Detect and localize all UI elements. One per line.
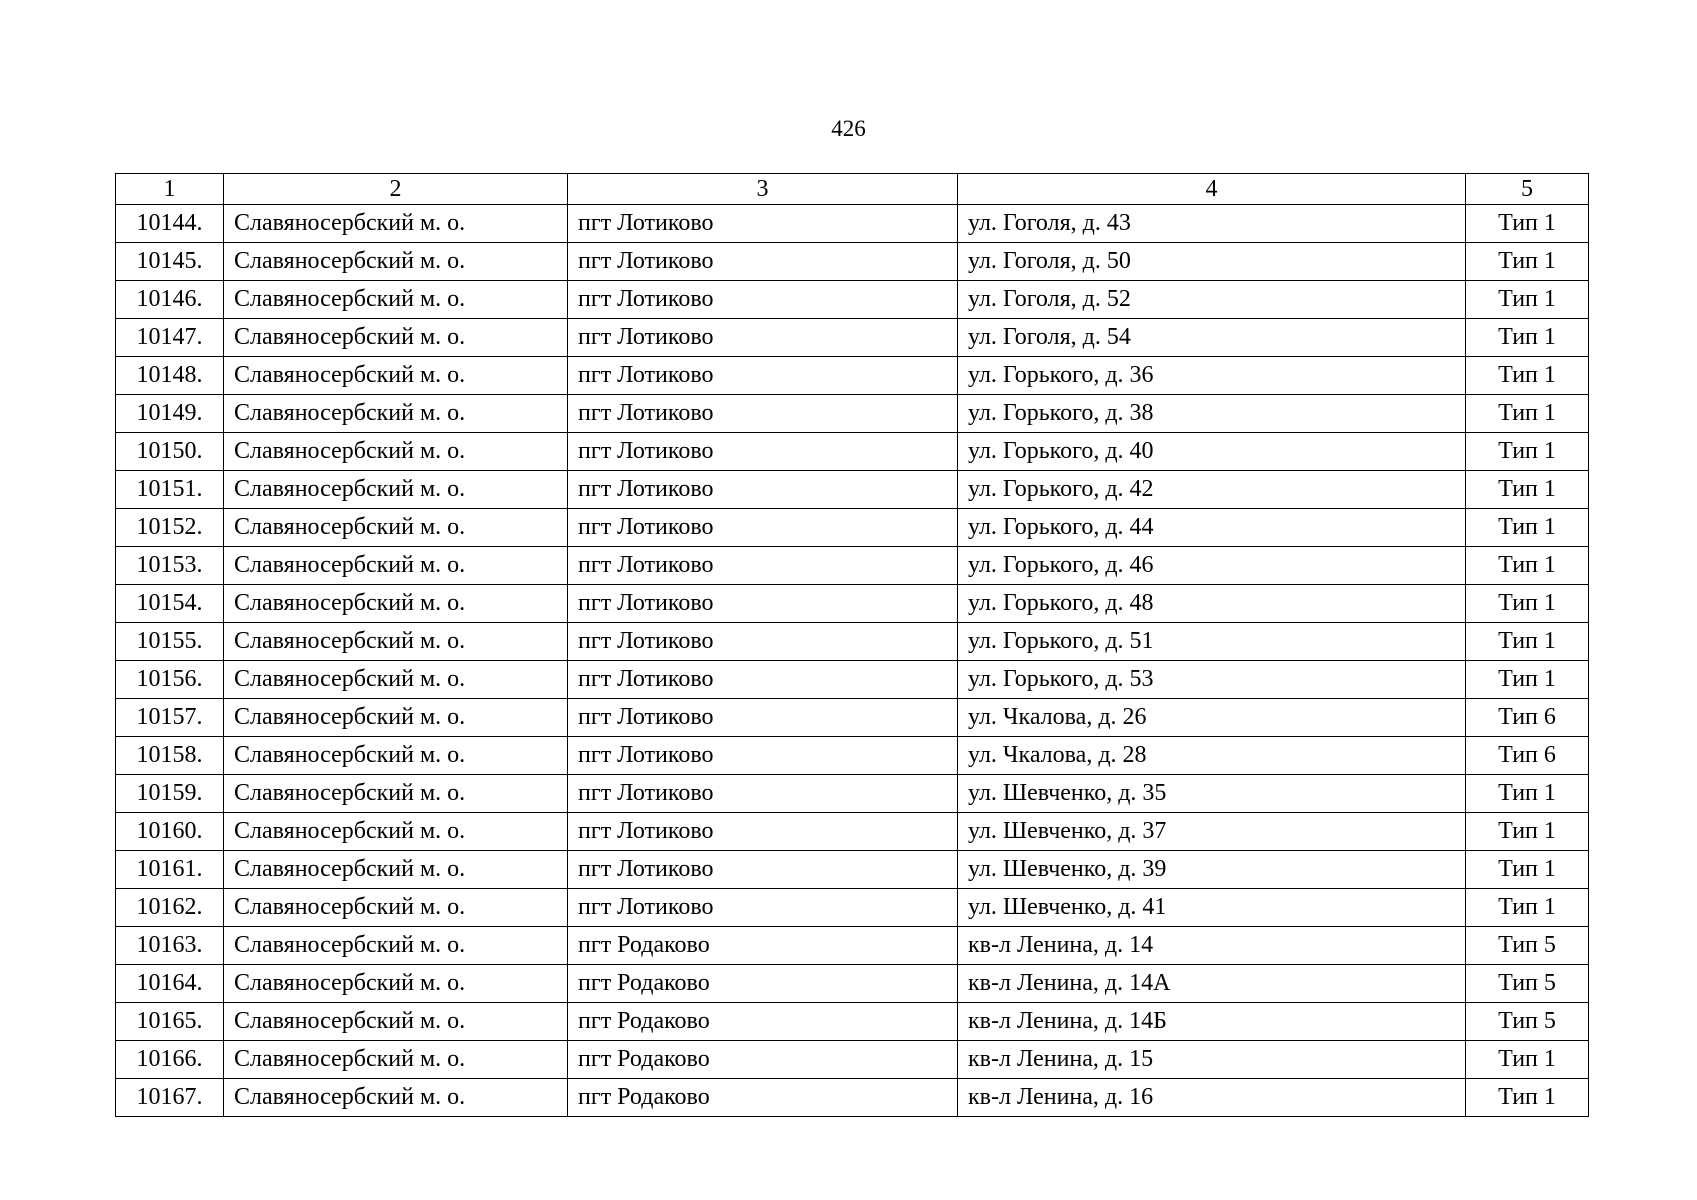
table-row [116,357,1589,395]
cell-municipal-district: Славяносербский м. о. [224,547,568,585]
cell-settlement: пгт Лотиково [568,851,958,889]
cell-type: Тип 1 [1466,851,1589,889]
cell-municipal-district: Славяносербский м. о. [224,471,568,509]
cell-address: ул. Шевченко, д. 35 [958,775,1466,813]
table-row [116,585,1589,623]
cell-type: Тип 1 [1466,1079,1589,1117]
cell-type: Тип 1 [1466,623,1589,661]
cell-type: Тип 5 [1466,927,1589,965]
table-row [116,623,1589,661]
cell-settlement: пгт Лотиково [568,205,958,243]
cell-row-number: 10145. [116,243,224,281]
cell-type: Тип 1 [1466,661,1589,699]
cell-type: Тип 1 [1466,547,1589,585]
cell-row-number: 10152. [116,509,224,547]
cell-address: ул. Гоголя, д. 43 [958,205,1466,243]
cell-municipal-district: Славяносербский м. о. [224,927,568,965]
cell-settlement: пгт Лотиково [568,889,958,927]
cell-address: кв-л Ленина, д. 14А [958,965,1466,1003]
cell-municipal-district: Славяносербский м. о. [224,281,568,319]
cell-municipal-district: Славяносербский м. о. [224,319,568,357]
table-row [116,813,1589,851]
cell-type: Тип 1 [1466,243,1589,281]
column-header-4: 4 [958,174,1466,205]
cell-type: Тип 6 [1466,737,1589,775]
cell-address: ул. Шевченко, д. 39 [958,851,1466,889]
table-row [116,889,1589,927]
cell-type: Тип 5 [1466,1003,1589,1041]
cell-settlement: пгт Лотиково [568,813,958,851]
cell-type: Тип 1 [1466,205,1589,243]
cell-type: Тип 1 [1466,1041,1589,1079]
cell-settlement: пгт Лотиково [568,319,958,357]
cell-municipal-district: Славяносербский м. о. [224,243,568,281]
cell-address: ул. Шевченко, д. 41 [958,889,1466,927]
cell-municipal-district: Славяносербский м. о. [224,813,568,851]
cell-row-number: 10150. [116,433,224,471]
table-row [116,1003,1589,1041]
cell-address: ул. Горького, д. 40 [958,433,1466,471]
header-row [116,174,1589,205]
cell-row-number: 10163. [116,927,224,965]
cell-settlement: пгт Лотиково [568,509,958,547]
cell-settlement: пгт Лотиково [568,357,958,395]
cell-address: ул. Горького, д. 48 [958,585,1466,623]
cell-row-number: 10167. [116,1079,224,1117]
cell-address: кв-л Ленина, д. 14 [958,927,1466,965]
cell-row-number: 10162. [116,889,224,927]
cell-municipal-district: Славяносербский м. о. [224,889,568,927]
cell-address: ул. Горького, д. 38 [958,395,1466,433]
cell-municipal-district: Славяносербский м. о. [224,737,568,775]
cell-row-number: 10144. [116,205,224,243]
table-row [116,281,1589,319]
cell-municipal-district: Славяносербский м. о. [224,205,568,243]
cell-settlement: пгт Лотиково [568,243,958,281]
cell-municipal-district: Славяносербский м. о. [224,509,568,547]
cell-type: Тип 1 [1466,395,1589,433]
cell-type: Тип 1 [1466,319,1589,357]
cell-municipal-district: Славяносербский м. о. [224,775,568,813]
cell-settlement: пгт Родаково [568,965,958,1003]
column-header-2: 2 [224,174,568,205]
cell-type: Тип 1 [1466,509,1589,547]
cell-address: ул. Чкалова, д. 28 [958,737,1466,775]
cell-settlement: пгт Лотиково [568,737,958,775]
cell-municipal-district: Славяносербский м. о. [224,623,568,661]
cell-type: Тип 1 [1466,471,1589,509]
table-row [116,243,1589,281]
cell-municipal-district: Славяносербский м. о. [224,433,568,471]
table-row [116,661,1589,699]
cell-row-number: 10156. [116,661,224,699]
table-row [116,927,1589,965]
table-row [116,775,1589,813]
cell-address: ул. Шевченко, д. 37 [958,813,1466,851]
cell-row-number: 10159. [116,775,224,813]
cell-settlement: пгт Лотиково [568,623,958,661]
cell-address: кв-л Ленина, д. 15 [958,1041,1466,1079]
cell-settlement: пгт Лотиково [568,699,958,737]
cell-row-number: 10165. [116,1003,224,1041]
cell-municipal-district: Славяносербский м. о. [224,395,568,433]
cell-type: Тип 1 [1466,889,1589,927]
cell-type: Тип 1 [1466,281,1589,319]
cell-municipal-district: Славяносербский м. о. [224,357,568,395]
cell-row-number: 10166. [116,1041,224,1079]
cell-address: ул. Горького, д. 44 [958,509,1466,547]
cell-type: Тип 6 [1466,699,1589,737]
cell-type: Тип 1 [1466,585,1589,623]
cell-type: Тип 1 [1466,775,1589,813]
cell-settlement: пгт Лотиково [568,661,958,699]
cell-address: ул. Горького, д. 51 [958,623,1466,661]
cell-row-number: 10148. [116,357,224,395]
cell-row-number: 10160. [116,813,224,851]
table-row [116,699,1589,737]
table-row [116,1041,1589,1079]
cell-row-number: 10147. [116,319,224,357]
cell-row-number: 10146. [116,281,224,319]
cell-address: ул. Чкалова, д. 26 [958,699,1466,737]
cell-address: ул. Горького, д. 53 [958,661,1466,699]
table-body [116,205,1589,1117]
cell-row-number: 10155. [116,623,224,661]
table-row [116,737,1589,775]
table-row [116,547,1589,585]
table-row [116,471,1589,509]
cell-row-number: 10154. [116,585,224,623]
cell-type: Тип 1 [1466,813,1589,851]
cell-row-number: 10153. [116,547,224,585]
cell-type: Тип 1 [1466,433,1589,471]
cell-address: кв-л Ленина, д. 14Б [958,1003,1466,1041]
cell-row-number: 10157. [116,699,224,737]
cell-settlement: пгт Лотиково [568,585,958,623]
column-header-3: 3 [568,174,958,205]
table-row [116,395,1589,433]
cell-settlement: пгт Лотиково [568,547,958,585]
cell-row-number: 10164. [116,965,224,1003]
table-row [116,319,1589,357]
column-header-5: 5 [1466,174,1589,205]
cell-settlement: пгт Родаково [568,1041,958,1079]
cell-address: ул. Горького, д. 36 [958,357,1466,395]
table-row [116,851,1589,889]
cell-address: ул. Гоголя, д. 50 [958,243,1466,281]
cell-settlement: пгт Лотиково [568,281,958,319]
cell-row-number: 10161. [116,851,224,889]
table-header [116,174,1589,205]
cell-address: ул. Горького, д. 46 [958,547,1466,585]
cell-municipal-district: Славяносербский м. о. [224,1041,568,1079]
cell-settlement: пгт Лотиково [568,395,958,433]
table-row [116,433,1589,471]
table-row [116,205,1589,243]
table-row [116,965,1589,1003]
cell-municipal-district: Славяносербский м. о. [224,965,568,1003]
cell-address: ул. Гоголя, д. 52 [958,281,1466,319]
cell-type: Тип 1 [1466,357,1589,395]
cell-row-number: 10158. [116,737,224,775]
cell-row-number: 10149. [116,395,224,433]
cell-settlement: пгт Лотиково [568,433,958,471]
table-row [116,509,1589,547]
cell-municipal-district: Славяносербский м. о. [224,851,568,889]
cell-settlement: пгт Лотиково [568,775,958,813]
cell-municipal-district: Славяносербский м. о. [224,699,568,737]
cell-row-number: 10151. [116,471,224,509]
cell-settlement: пгт Родаково [568,1003,958,1041]
cell-address: ул. Гоголя, д. 54 [958,319,1466,357]
column-header-1: 1 [116,174,224,205]
cell-municipal-district: Славяносербский м. о. [224,1003,568,1041]
cell-municipal-district: Славяносербский м. о. [224,585,568,623]
cell-settlement: пгт Родаково [568,927,958,965]
cell-type: Тип 5 [1466,965,1589,1003]
page-number: 426 [831,116,866,141]
cell-municipal-district: Славяносербский м. о. [224,1079,568,1117]
cell-settlement: пгт Родаково [568,1079,958,1117]
cell-settlement: пгт Лотиково [568,471,958,509]
cell-address: кв-л Ленина, д. 16 [958,1079,1466,1117]
cell-municipal-district: Славяносербский м. о. [224,661,568,699]
address-table [115,173,1589,1117]
cell-address: ул. Горького, д. 42 [958,471,1466,509]
table-row [116,1079,1589,1117]
